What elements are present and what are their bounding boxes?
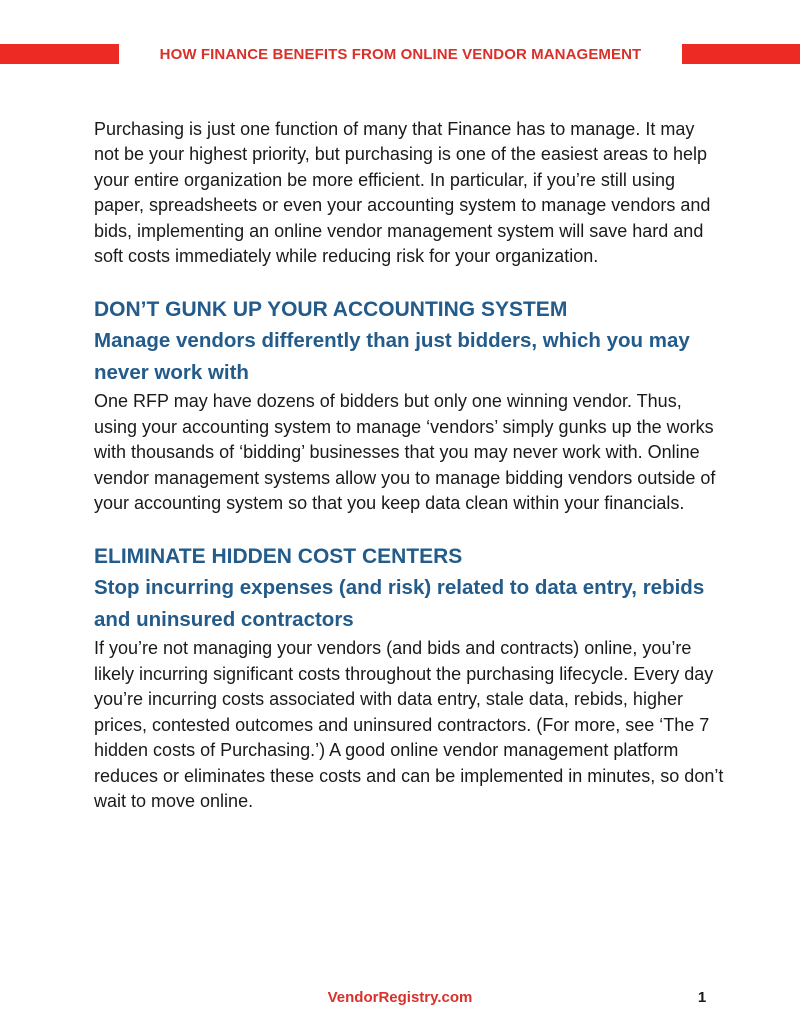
header-accent-bar-left — [0, 44, 119, 64]
section-heading: ELIMINATE HIDDEN COST CENTERS — [94, 545, 463, 569]
section-hidden-cost-centers — [94, 542, 724, 814]
section-heading: DON’T GUNK UP YOUR ACCOUNTING SYSTEM — [94, 298, 568, 322]
section-paragraph: If you’re not managing your vendors (and bids and contracts) online, you’re likely incurring significant costs throughout the purchasing lifecycle. Every day you’re incurring costs associated with data entry, stale data, rebids, higher prices, contested outcomes and uninsured contractors. (For more, see ‘The 7 hidden costs of Purchasing.’) A good online vendor management platform reduces or eliminates these costs and can be implemented in minutes, so don’t wait to move online. — [94, 638, 724, 811]
document-body — [94, 117, 724, 814]
section-paragraph: One RFP may have dozens of bidders but only one winning vendor. Thus, using your accounting system to manage ‘vendors’ simply gunks up the works with thousands of ‘bidding’ businesses that you may never work with. Online vendor management systems allow you to manage bidding vendors outside of your accounting system so that you keep data clean within your financials. — [94, 391, 716, 514]
intro-paragraph: Purchasing is just one function of many that Finance has to manage. It may not be your highest priority, but purchasing is one of the easiest areas to help your entire organization be more efficient. In particular, if you’re still using paper, spreadsheets or even your accounting system to manage vendors and bids, implementing an online vendor management system will save hard and soft costs immediately while reducing risk for your organization. — [94, 119, 711, 267]
section-subheading: Manage vendors differently than just bidders, which you may never work with — [94, 329, 690, 385]
page-header-title: HOW FINANCE BENEFITS FROM ONLINE VENDOR MANAGEMENT — [159, 46, 642, 63]
page-number: 1 — [697, 989, 707, 1006]
footer-website-link[interactable]: VendorRegistry.com — [327, 989, 473, 1006]
section-subheading: Stop incurring expenses (and risk) related to data entry, rebids and uninsured contractors — [94, 576, 705, 632]
header-accent-bar-right — [682, 44, 800, 64]
section-accounting-system — [94, 295, 724, 516]
